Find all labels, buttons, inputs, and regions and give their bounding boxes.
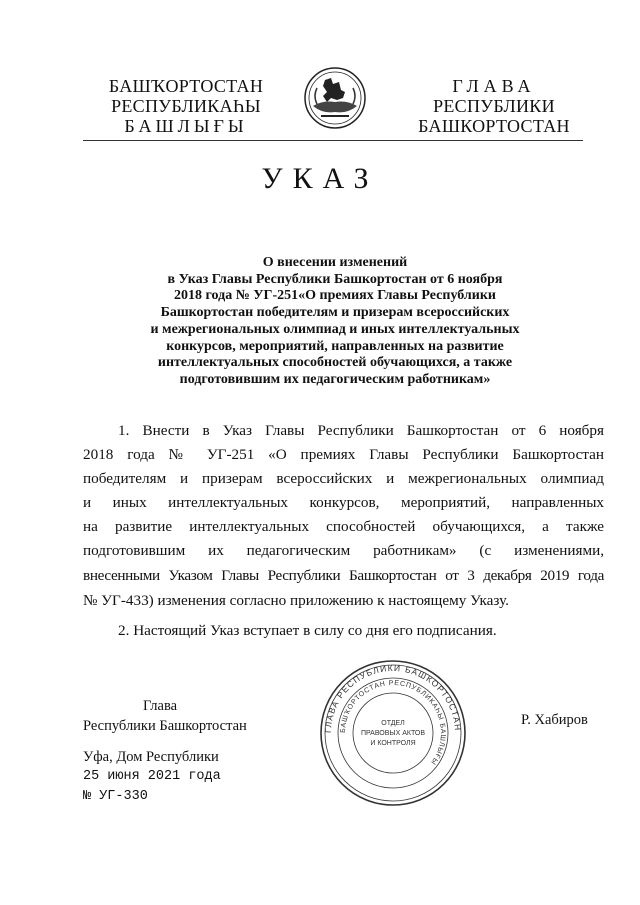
paragraph-line: подготовившим их педагогическим работникам» (с изменениями, [83,542,604,559]
place-text: Уфа, Дом Республики [83,749,219,765]
place-date-block [83,747,221,807]
stamp-center-line: И КОНТРОЛЯ [370,740,416,747]
header-left-line: БАШҠОРТОСТАН [108,76,264,96]
document-type-heading: УКАЗ [261,162,379,195]
official-stamp [318,658,468,808]
header-left-line: РЕСПУБЛИКАҺЫ [111,96,261,116]
date-text: 25 июня 2021 года [83,769,221,784]
header-right-block [406,76,582,136]
paragraph-line: № УГ-433) изменения согласно приложению к настоящему Указу. [83,592,509,609]
signature-title-line: Глава [143,698,178,714]
decree-number: № УГ-330 [83,789,148,804]
header-right-line: БАШКОРТОСТАН [418,116,570,136]
paragraph-line: 2018 года № УГ-251 «О премиях Главы Республики Башкортостан [83,446,604,463]
header-left-line: БАШЛЫҒЫ [124,116,248,136]
stamp-outer-text: ГЛАВА РЕСПУБЛИКИ БАШКОРТОСТАН [322,662,464,734]
paragraph-line: победителям и призерам всероссийских и межрегиональных олимпиад [83,470,604,487]
header-right-line: РЕСПУБЛИКИ [433,96,555,116]
decree-title [120,255,550,389]
paragraph-line: внесенными Указом Главы Республики Башкортостан от 3 декабря 2019 года [83,567,604,584]
stamp-inner-text: БАШҠОРТОСТАН РЕСПУБЛИКАҺЫ БАШЛЫҒЫ [339,679,447,767]
title-line: О внесении изменений [262,255,408,270]
title-line: интеллектуальных способностей обучающихся, а также [157,355,513,371]
paragraph-line: 2. Настоящий Указ вступает в силу со дня его подписания. [118,622,497,639]
signatory-name: Р. Хабиров [521,712,588,728]
title-line: и межрегиональных олимпиад и иных интеллектуальных [150,321,520,337]
title-line: конкурсов, мероприятий, направленных на развитие [166,338,504,354]
paragraph-line: на развитие интеллектуальных способностей обучающихся, а также [83,518,604,535]
signature-title-line: Республики Башкортостан [83,718,247,734]
bashkortostan-emblem-icon [303,66,367,130]
header-left-block [100,76,272,136]
title-line: подготовившим их педагогическим работникам» [179,371,491,387]
title-line: 2018 года № УГ-251«О премиях Главы Республики [174,288,496,304]
header-right-line: ГЛАВА [452,76,536,96]
paragraph-line: и иных интеллектуальных конкурсов, мероприятий, направленных [83,494,604,511]
signature-title [83,696,247,736]
title-line: Башкортостан победителям и призерам всероссийских [160,305,510,321]
stamp-center-line: ОТДЕЛ [381,720,405,727]
paragraph-line: 1. Внести в Указ Главы Республики Башкортостан от 6 ноября [118,422,604,439]
stamp-center-line: ПРАВОВЫХ АКТОВ [360,730,426,737]
header-divider [83,140,583,141]
title-line: в Указ Главы Республики Башкортостан от 6 ноября [167,271,503,287]
